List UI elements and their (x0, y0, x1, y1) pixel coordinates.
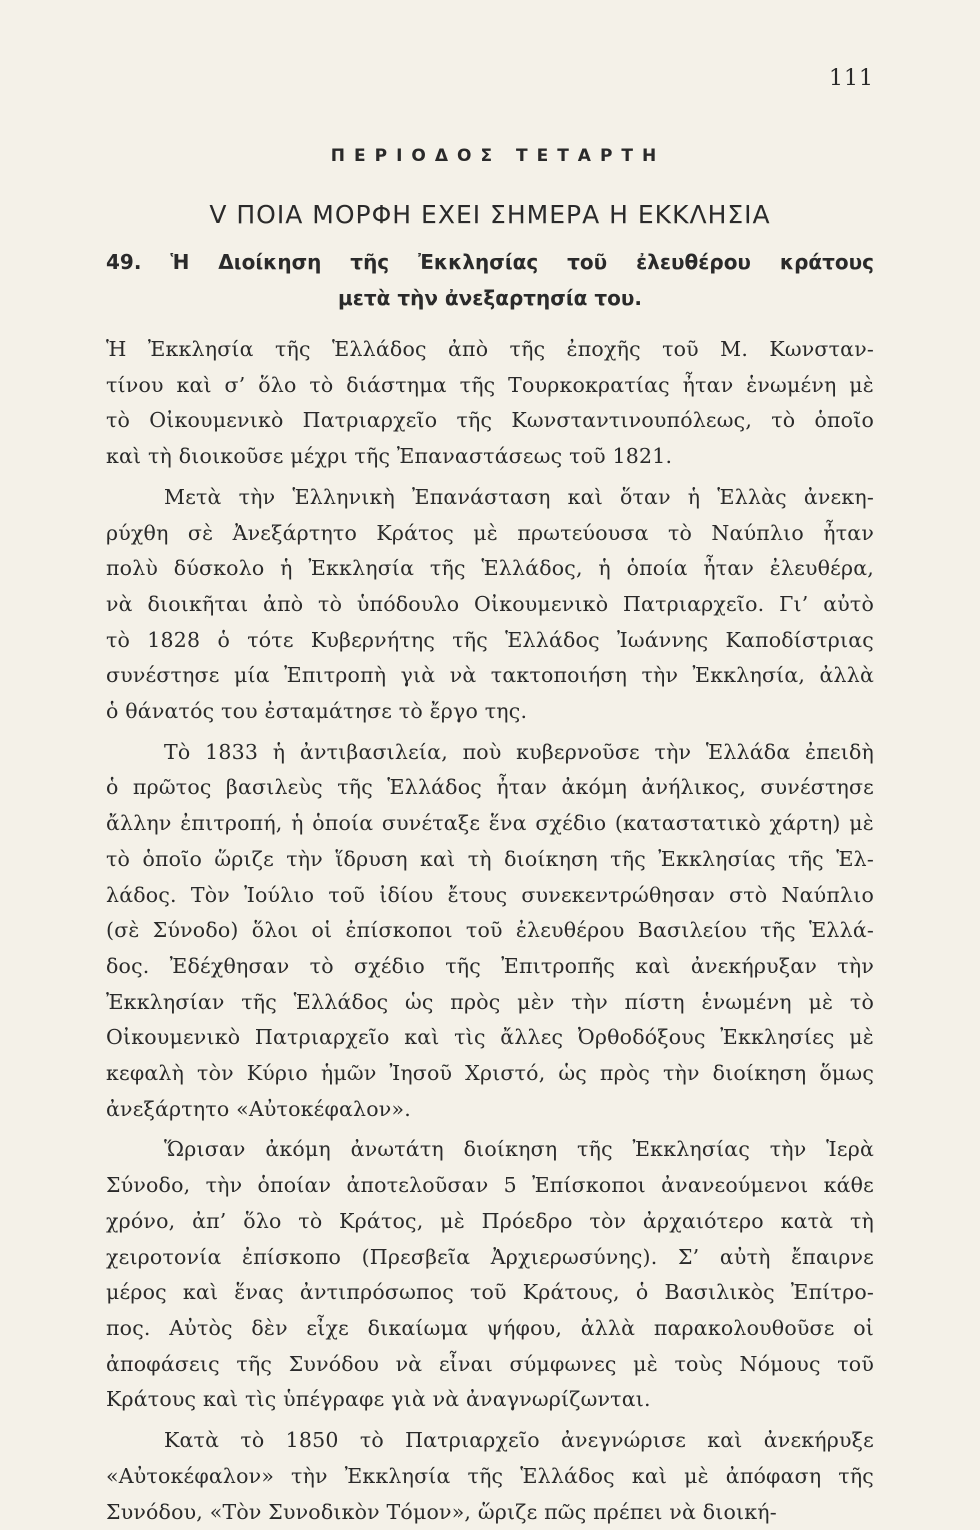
text-line: Ἐκκλησίαν τῆς Ἑλλάδος ὡς πρὸς μὲν τὴν πίστη ἑνωμένη μὲ τὸ (106, 985, 874, 1021)
text-line: Σύνοδο, τὴν ὁποίαν ἀποτελοῦσαν 5 Ἐπίσκοποι ἀνανεούμενοι κάθε (106, 1168, 874, 1204)
text-line: Τὸ 1833 ἡ ἀντιβασιλεία, ποὺ κυβερνοῦσε τὴν Ἑλλάδα ἐπειδὴ (106, 735, 874, 771)
paragraph (106, 1132, 874, 1418)
text-line: Συνόδου, «Τὸν Συνοδικὸν Τόμον», ὥριζε πῶς πρέπει νὰ διοική- (106, 1495, 874, 1530)
text-line: (σὲ Σύνοδο) ὅλοι οἱ ἐπίσκοποι τοῦ ἐλευθέρου Βασιλείου τῆς Ἑλλά- (106, 913, 874, 949)
paragraph (106, 480, 874, 730)
text-line: μέρος καὶ ἕνας ἀντιπρόσωπος τοῦ Κράτους, ὁ Βασιλικὸς Ἐπίτρο- (106, 1275, 874, 1311)
chapter-title: V ΠΟΙΑ ΜΟΡΦΗ ΕΧΕΙ ΣΗΜΕΡΑ Η ΕΚΚΛΗΣΙΑ (0, 200, 980, 229)
text-line: Μετὰ τὴν Ἑλληνικὴ Ἐπανάσταση καὶ ὅταν ἡ Ἑλλὰς ἀνεκη- (106, 480, 874, 516)
text-line: τὸ ὁποῖο ὥριζε τὴν ἵδρυση καὶ τὴ διοίκηση τῆς Ἐκκλησίας τῆς Ἑλ- (106, 842, 874, 878)
text-line: τὸ Οἰκουμενικὸ Πατριαρχεῖο τῆς Κωνσταντινουπόλεως, τὸ ὁποῖο (106, 403, 874, 439)
text-line: καὶ τὴ διοικοῦσε μέχρι τῆς Ἐπαναστάσεως τοῦ 1821. (106, 439, 874, 475)
text-line: κεφαλὴ τὸν Κύριο ἡμῶν Ἰησοῦ Χριστό, ὡς πρὸς τὴν διοίκηση ὅμως (106, 1056, 874, 1092)
text-line: ἀνεξάρτητο «Αὐτοκέφαλον». (106, 1092, 874, 1128)
text-line: τὸ 1828 ὁ τότε Κυβερνήτης τῆς Ἑλλάδος Ἰωάννης Καποδίστριας (106, 623, 874, 659)
text-line: συνέστησε μία Ἐπιτροπὴ γιὰ νὰ τακτοποιήση τὴν Ἐκκλησία, ἀλλὰ (106, 658, 874, 694)
body-text (106, 332, 874, 1530)
text-line: Ἡ Ἐκκλησία τῆς Ἑλλάδος ἀπὸ τῆς ἐποχῆς τοῦ Μ. Κωνσταν- (106, 332, 874, 368)
paragraph (106, 332, 874, 475)
text-line: ἄλλην ἐπιτροπή, ἡ ὁποία συνέταξε ἕνα σχέδιο (καταστατικὸ χάρτη) μὲ (106, 806, 874, 842)
text-line: ρύχθη σὲ Ἀνεξάρτητο Κράτος μὲ πρωτεύουσα τὸ Ναύπλιο ἦταν (106, 516, 874, 552)
text-line: Ὥρισαν ἀκόμη ἀνωτάτη διοίκηση τῆς Ἐκκλησίας τὴν Ἱερὰ (106, 1132, 874, 1168)
text-line: Κατὰ τὸ 1850 τὸ Πατριαρχεῖο ἀνεγνώρισε καὶ ἀνεκήρυξε (106, 1423, 874, 1459)
text-line: Κράτους καὶ τὶς ὑπέγραφε γιὰ νὰ ἀναγνωρίζωνται. (106, 1382, 874, 1418)
period-title: ΠΕΡΙΟΔΟΣ ΤΕΤΑΡΤΗ (8, 146, 980, 166)
text-line: Οἰκουμενικὸ Πατριαρχεῖο καὶ τὶς ἄλλες Ὀρθοδόξους Ἐκκλησίες μὲ (106, 1020, 874, 1056)
section-heading-line: 49. Ἡ Διοίκηση τῆς Ἐκκλησίας τοῦ ἐλευθέρου κράτους (106, 244, 874, 280)
text-line: ὁ θάνατός του ἐσταμάτησε τὸ ἔργο της. (106, 694, 874, 730)
text-line: πολὺ δύσκολο ἡ Ἐκκλησία τῆς Ἑλλάδος, ἡ ὁποία ἦταν ἐλευθέρα, (106, 551, 874, 587)
text-line: χρόνο, ἀπ’ ὅλο τὸ Κράτος, μὲ Πρόεδρο τὸν ἀρχαιότερο κατὰ τὴ (106, 1204, 874, 1240)
text-line: ὁ πρῶτος βασιλεὺς τῆς Ἑλλάδος ἦταν ἀκόμη ἀνήλικος, συνέστησε (106, 770, 874, 806)
text-line: πος. Αὐτὸς δὲν εἶχε δικαίωμα ψήφου, ἀλλὰ παρακολουθοῦσε οἱ (106, 1311, 874, 1347)
page-number: 111 (829, 66, 874, 91)
text-line: δος. Ἐδέχθησαν τὸ σχέδιο τῆς Ἐπιτροπῆς καὶ ἀνεκήρυξαν τὴν (106, 949, 874, 985)
text-line: χειροτονία ἐπίσκοπο (Πρεσβεῖα Ἀρχιερωσύνης). Σ’ αὐτὴ ἔπαιρνε (106, 1240, 874, 1276)
text-line: τίνου καὶ σ’ ὅλο τὸ διάστημα τῆς Τουρκοκρατίας ἦταν ἑνωμένη μὲ (106, 368, 874, 404)
text-line: λάδος. Τὸν Ἰούλιο τοῦ ἰδίου ἔτους συνεκεντρώθησαν στὸ Ναύπλιο (106, 878, 874, 914)
paragraph (106, 735, 874, 1128)
text-line: «Αὐτοκέφαλον» τὴν Ἐκκλησία τῆς Ἑλλάδος καὶ μὲ ἀπόφαση τῆς (106, 1459, 874, 1495)
section-heading-line: μετὰ τὴν ἀνεξαρτησία του. (106, 280, 874, 316)
paragraph (106, 1423, 874, 1530)
text-line: νὰ διοικῆται ἀπὸ τὸ ὑπόδουλο Οἰκουμενικὸ Πατριαρχεῖο. Γι’ αὐτὸ (106, 587, 874, 623)
text-line: ἀποφάσεις τῆς Συνόδου νὰ εἶναι σύμφωνες μὲ τοὺς Νόμους τοῦ (106, 1347, 874, 1383)
section-heading (106, 244, 874, 316)
